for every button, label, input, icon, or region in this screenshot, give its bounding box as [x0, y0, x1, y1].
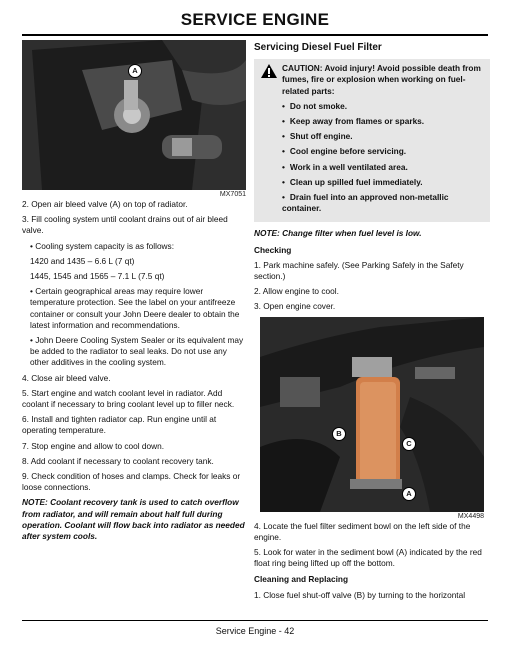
warning-triangle-icon: [260, 63, 278, 82]
page-title: SERVICE ENGINE: [180, 10, 330, 29]
header-rule: [22, 34, 488, 36]
callout-b: B: [332, 427, 346, 441]
fuel-filter-photo: [260, 317, 484, 512]
step-9: 9. Check condition of hoses and clamps. Check for leaks or loose connections.: [22, 471, 241, 493]
footer-rule: [22, 620, 488, 621]
caution-heading: CAUTION: Avoid injury! Avoid possible death from fumes, fire or explosion when working on fuel-related parts:: [282, 63, 481, 96]
step-5: 5. Start engine and watch coolant level in radiator. Add coolant if necessary to bring coolant level up to filler neck.: [22, 387, 235, 410]
section-title: Servicing Diesel Fuel Filter: [254, 42, 382, 53]
photo-id: MX7051: [219, 191, 246, 198]
caution-item: • Clean up spilled fuel immediately.: [282, 177, 484, 188]
caution-item: • Do not smoke.: [282, 101, 484, 112]
callout-c: C: [402, 437, 416, 451]
check-step-4: 4. Locate the fuel filter sediment bowl on the left side of the engine.: [254, 520, 471, 542]
capacity-2: 1445, 1545 and 1565 – 7.1 L (7.5 qt): [30, 271, 165, 282]
page-footer: Service Engine - 42: [215, 626, 295, 636]
left-column: [22, 40, 246, 546]
note-recovery-tank: NOTE: Coolant recovery tank is used to catch overflow from radiator, and will remain about half full during operation. Coolant will flow back into radiator as needed after system cools.: [22, 497, 245, 542]
right-column: [254, 40, 490, 605]
bullet-capacity: • Cooling system capacity is as follows:: [30, 240, 175, 251]
caution-item: • Drain fuel into an approved non-metallic container.: [282, 192, 484, 214]
checking-heading: Checking: [254, 244, 292, 255]
callout-a: A: [402, 487, 416, 501]
cleaning-heading: Cleaning and Replacing: [254, 574, 349, 585]
check-step-1: 1. Park machine safely. (See Parking Safely in the Safety section.): [254, 259, 464, 282]
radiator-illustration: [22, 40, 246, 190]
fuel-filter-illustration: [260, 317, 484, 512]
replace-step-1: 1. Close fuel shut-off valve (B) by turning to the horizontal: [254, 589, 466, 600]
caution-box: [254, 59, 490, 222]
check-step-3: 3. Open engine cover.: [254, 301, 336, 312]
step-7: 7. Stop engine and allow to cool down.: [22, 440, 165, 451]
note-change-filter: NOTE: Change filter when fuel level is low.: [254, 228, 422, 239]
radiator-photo: [22, 40, 246, 190]
check-step-5: 5. Look for water in the sediment bowl (A) indicated by the red float ring being lifted up off the bottom.: [254, 547, 482, 569]
check-step-2: 2. Allow engine to cool.: [254, 286, 339, 297]
step-6: 6. Install and tighten radiator cap. Run engine until at operating temperature.: [22, 414, 217, 436]
caution-list: [282, 101, 484, 215]
step-2: 2. Open air bleed valve (A) on top of radiator.: [22, 199, 188, 209]
bullet-sealer: • John Deere Cooling System Sealer or its equivalent may be added to the radiator to seal leaks. Do not use any other additives in the cooling system.: [30, 335, 244, 368]
capacity-1: 1420 and 1435 – 6.6 L (7 qt): [30, 255, 135, 266]
caution-item: • Shut off engine.: [282, 131, 484, 142]
callout-a: A: [128, 64, 142, 78]
caution-item: • Keep away from flames or sparks.: [282, 116, 484, 127]
step-4: 4. Close air bleed valve.: [22, 372, 111, 383]
step-8: 8. Add coolant if necessary to coolant recovery tank.: [22, 455, 214, 466]
step-3: 3. Fill cooling system until coolant drains out of air bleed valve.: [22, 214, 228, 236]
bullet-geo: • Certain geographical areas may require lower temperature protection. See the label on your antifreeze container or consult your John Deere dealer to obtain the latest information and recommendations.: [30, 286, 240, 330]
caution-item: • Work in a well ventilated area.: [282, 162, 484, 173]
caution-item: • Cool engine before servicing.: [282, 146, 484, 157]
photo-id: MX4498: [457, 512, 484, 520]
